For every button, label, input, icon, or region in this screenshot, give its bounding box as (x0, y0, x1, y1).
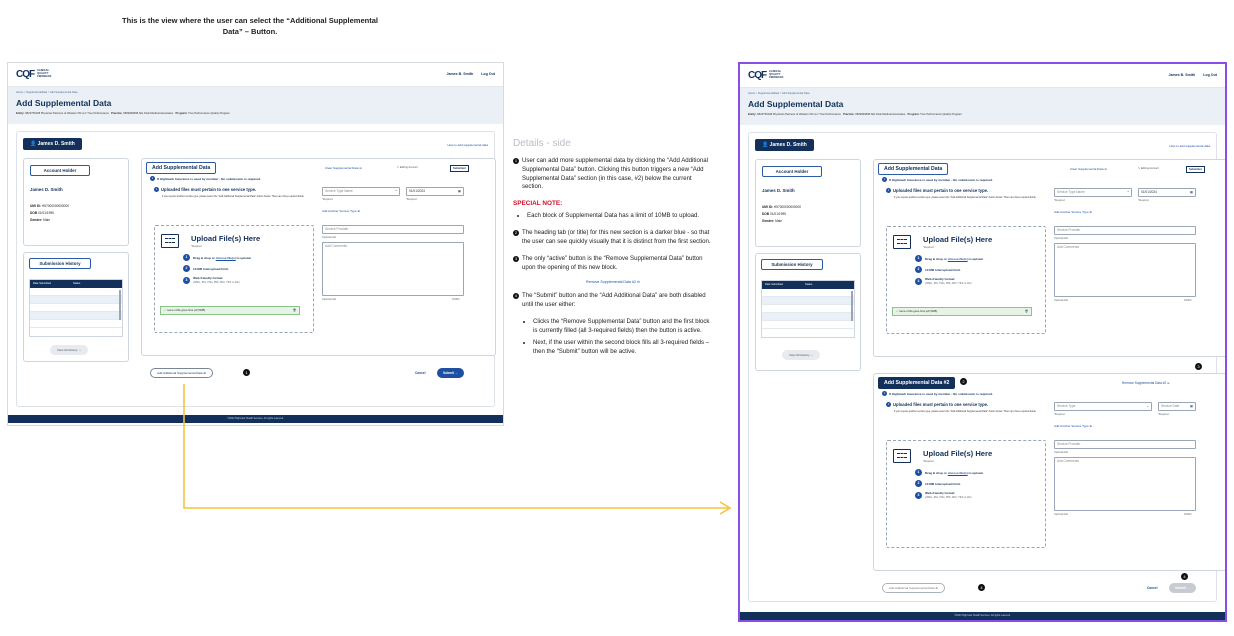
remove-link-label: Remove Supplemental Data #2 (1122, 381, 1167, 385)
submit-button[interactable]: Submit → (437, 368, 464, 378)
trash-icon[interactable]: 🗑 (1024, 310, 1028, 313)
one-service-text: Uploaded files must pertain to one service type. (893, 188, 989, 193)
service-type-required: *Required (1054, 199, 1065, 202)
special-note-bullet: • Each block of Supplemental Data has a limit of 10MB to upload. (527, 212, 713, 221)
step-2-text: 10 MB total upload limit. (925, 267, 961, 272)
info-icon: i (886, 402, 891, 407)
comments-placeholder: Add Comments (325, 244, 347, 248)
umi-row (762, 205, 801, 209)
special-note-list (527, 212, 713, 221)
upload-dropzone[interactable] (154, 225, 314, 333)
upload-doc-icon (893, 235, 911, 249)
entity-label: Entity: (748, 113, 757, 116)
dob-value: 01/01/1995 (769, 212, 786, 216)
info-icon: i (882, 177, 887, 182)
how-to-link[interactable]: How to add supplemental data (447, 143, 488, 147)
table-row (762, 321, 854, 329)
choose-files-link[interactable]: choose file(s) (947, 470, 968, 475)
char-count: 0/1800 (1184, 513, 1192, 516)
step-3-text: Web-friendly format: (193, 276, 224, 280)
service-type-select[interactable] (1054, 188, 1132, 197)
char-count: 0/1800 (1184, 299, 1192, 302)
service-type-select[interactable] (322, 187, 400, 196)
section-title: Add Supplemental Data (878, 163, 948, 175)
history-tab-label: Submission History (39, 261, 81, 266)
gender-row (762, 219, 782, 223)
user-name[interactable]: James B. Smith (1168, 73, 1196, 77)
upload-required: *Required (923, 246, 934, 249)
service-provider-field[interactable] (322, 225, 464, 234)
edit-link-label: Editing Account (1140, 167, 1159, 170)
dob-row (762, 212, 786, 216)
info-icon: i (154, 187, 159, 192)
step-3-text: Web-friendly format: (925, 277, 956, 281)
note-2-badge: 2 (514, 230, 518, 236)
note-4-badge: 4 (514, 293, 518, 299)
view-history-button[interactable]: View All History → (50, 345, 88, 355)
step-1-suffix: to upload. (968, 470, 984, 475)
umi-value: H57000000000000 (41, 204, 69, 208)
logo-text: CLINICAL QUALITY FEEDBACK (769, 70, 784, 79)
service-date-value: 01/01/2024 (1141, 190, 1157, 194)
account-holder-tab[interactable] (762, 166, 822, 177)
service-provider-placeholder: Service Provider (325, 227, 349, 231)
entity-value: 0823759108 Physician Partners of Western PA LLC True Performance (757, 113, 841, 116)
service-type-select[interactable] (1054, 402, 1152, 411)
submitted-badge: Submitted (1186, 166, 1205, 173)
step-1-prefix: Drag & drop or (925, 470, 947, 475)
service-date-value: 01/01/2024 (409, 189, 425, 193)
step-1-suffix: to upload. (236, 255, 252, 260)
history-table (29, 279, 123, 337)
gender-label: Gender: (762, 219, 775, 223)
step-1-prefix: Drag & drop or (193, 255, 215, 260)
logo-text: CLINICAL QUALITY FEEDBACK (37, 69, 52, 78)
edit-link[interactable]: ✎ Editing Account (1138, 167, 1159, 170)
one-service-box (886, 402, 1046, 413)
service-type-value: Service Type Name (325, 189, 353, 193)
page-title: Add Supplemental Data (16, 98, 112, 108)
table-row (762, 289, 854, 297)
service-date-required: *Required (406, 198, 417, 201)
comments-field[interactable] (322, 242, 464, 296)
entity-meta (748, 113, 1217, 116)
one-service-box (886, 188, 1046, 199)
logo (748, 70, 791, 81)
highmark-note (150, 176, 261, 181)
service-provider-placeholder: Service Provider (1057, 228, 1081, 232)
service-date-placeholder: Service Date (1161, 404, 1180, 408)
gender-value: Male (775, 219, 783, 223)
service-provider-optional: Optional field (1054, 237, 1068, 240)
service-date-field[interactable] (1138, 188, 1196, 197)
program-value: True Performance Quality Program (920, 113, 962, 116)
add-service-type-label: Add Another Service Type (322, 209, 357, 213)
callout-2: 2 (960, 378, 967, 385)
cancel-button[interactable]: Cancel (1147, 586, 1158, 590)
one-service-text: Uploaded files must pertain to one service type. (161, 187, 257, 192)
note-1-badge: 1 (514, 158, 518, 163)
service-provider-optional: Optional field (322, 236, 336, 239)
clear-link[interactable]: Clear Supplemental Data ⊖ (325, 166, 362, 170)
user-menu (1168, 73, 1217, 77)
history-col-date: Date Submitted (765, 283, 783, 286)
upload-steps (915, 469, 983, 503)
history-col-status: Status (805, 283, 813, 286)
step-3-text: Web-friendly format: (925, 491, 956, 495)
calendar-icon: ▦ (1189, 404, 1193, 408)
program-value: True Performance Quality Program (188, 112, 230, 115)
table-row (762, 305, 854, 313)
edit-link[interactable]: ✎ Editing Account (397, 166, 418, 169)
step-2 (183, 265, 251, 272)
info-icon: i (886, 188, 891, 193)
upload-dropzone[interactable] (886, 440, 1046, 548)
highmark-note-text: If Highmark Insurance is used by member - No submission is required. (157, 176, 261, 181)
app-header (8, 63, 503, 87)
patient-button[interactable] (755, 139, 814, 151)
upload-doc-icon (893, 449, 911, 463)
upload-doc-icon (161, 234, 179, 248)
history-col-status: Status (73, 282, 81, 285)
main-panel (16, 131, 495, 407)
history-tab[interactable] (29, 258, 91, 269)
service-provider-field[interactable] (1054, 440, 1196, 449)
dob-label: DOB (762, 212, 770, 216)
patient-button-label: James D. Smith (37, 141, 75, 147)
patient-name: James D. Smith (30, 187, 63, 192)
step-3 (183, 276, 251, 284)
add-service-type-link[interactable]: Add Another Service Type ⊕ (1054, 424, 1092, 428)
highmark-note-text: If Highmark Insurance is used by member - No submission is required. (889, 391, 993, 396)
submit-label: Submit (443, 371, 454, 375)
check-icon: ✓ (164, 309, 167, 312)
comments-optional: Optional field (322, 298, 336, 301)
step-1-number: 1 (915, 255, 922, 262)
entity-meta (16, 112, 495, 115)
remove-link[interactable]: Remove Supplemental Data #2 ⊖ (1122, 381, 1170, 385)
table-row (762, 297, 854, 305)
add-additional-label: Add Additional Supplemental Data (157, 371, 203, 375)
one-service-detail: If you require another service type, please select the "Add Additional Supplemental Data" button below. There are three required fields. (894, 196, 1037, 199)
trash-icon[interactable]: 🗑 (292, 309, 296, 312)
info-icon: i (882, 391, 887, 396)
view-history-label: View All History (57, 348, 78, 352)
one-service-title (886, 188, 1046, 193)
clear-link[interactable]: Clear Supplemental Data ⊖ (1070, 167, 1107, 171)
history-table (761, 280, 855, 338)
how-to-link[interactable]: How to add supplemental data (1169, 144, 1210, 148)
notes-heading: Details - side (513, 138, 571, 149)
uploaded-file-chip (892, 307, 1032, 316)
entity-value: 0823759108 Physician Partners of Western PA LLC True Performance (25, 112, 109, 115)
service-provider-optional: Optional field (1054, 451, 1068, 454)
table-row (30, 320, 122, 328)
umi-label: UMI ID: (30, 204, 41, 208)
supplemental-card (141, 158, 496, 356)
chevron-up-icon: ^ (395, 189, 397, 193)
scrollbar[interactable] (851, 291, 853, 321)
gender-label: Gender: (30, 218, 43, 222)
service-date-required: *Required (1158, 413, 1169, 416)
upload-steps (915, 255, 983, 289)
umi-row (30, 204, 69, 208)
step-2 (915, 480, 983, 487)
service-date-field[interactable] (1158, 402, 1196, 411)
user-menu (446, 72, 495, 76)
choose-files-link[interactable]: choose file(s) (215, 255, 236, 260)
history-card (23, 252, 129, 362)
person-icon: 👤 (30, 141, 38, 147)
breadcrumb[interactable]: Home > SupplementalData > Add Supplemental Data (16, 91, 78, 94)
note-4-bullet-1: • Clicks the “Remove Supplemental Data” button and the first block is currently filled (all 3-required fields) then the button is active. (533, 318, 713, 336)
history-col-date: Date Submitted (33, 282, 51, 285)
step-2 (915, 266, 983, 273)
dob-value: 01/01/1995 (37, 211, 54, 215)
comments-optional: Optional field (1054, 513, 1068, 516)
account-holder-label: Account Holder (775, 169, 809, 174)
history-header (30, 280, 122, 288)
upload-dropzone[interactable] (886, 226, 1046, 334)
note-3-text: The only “active” button is the “Remove Supplemental Data” button upon the opening of this new block. (522, 254, 703, 271)
gender-value: Male (43, 218, 51, 222)
logout-link[interactable]: Log Out (1203, 73, 1217, 77)
note-2 (513, 229, 713, 247)
page-header (740, 88, 1225, 125)
practice-label: Practice: (843, 113, 855, 116)
caption: This is the view where the user can select the “Additional Supplemental Data” – Button. (122, 16, 378, 36)
view-history-label: View All History (789, 353, 810, 357)
note-1-text: User can add more supplemental data by clicking the “Add Additional Supplemental Data” button. Clicking this button triggers a new “Add Supplemental Data” section (in this case, #2) below the current section. (522, 157, 708, 191)
check-icon: ✓ (896, 310, 899, 313)
choose-files-link[interactable]: choose file(s) (947, 256, 968, 261)
section-2-title: Add Supplemental Data #2 (878, 377, 955, 389)
app-header (740, 64, 1225, 88)
calendar-icon: ▦ (457, 189, 461, 193)
step-1 (915, 255, 983, 262)
callout-3: 3 (1195, 363, 1202, 370)
chevron-down-icon: ⌄ (1146, 404, 1149, 408)
add-additional-button[interactable]: Add Additional Supplemental Data ⊕ (150, 368, 213, 378)
footer: ©2024 Highmark Health Services. All rights reserved. (740, 612, 1225, 620)
comments-placeholder: Add Comments (1057, 459, 1079, 463)
step-1 (183, 254, 251, 261)
step-2-number: 2 (183, 265, 190, 272)
logo-mark: CQF (748, 70, 767, 81)
upload-title: Upload File(s) Here (923, 449, 993, 458)
dob-label: DOB (30, 211, 38, 215)
gender-row (30, 218, 50, 222)
practice-value: 0829990808 Alle Kiski Medical Associates (123, 112, 174, 115)
upload-title: Upload File(s) Here (191, 234, 261, 243)
char-count: 0/1800 (452, 298, 460, 301)
callout-4: 4 (978, 584, 985, 591)
step-3-detail: (JPEG, JPG, PNG, PDF, DOC, TIFF or GIF) (925, 496, 972, 499)
one-service-title (154, 187, 314, 192)
breadcrumb[interactable]: Home > SupplementalData > Add Supplemental Data (748, 92, 810, 95)
service-date-field[interactable] (406, 187, 464, 196)
note-2-text: The heading tab (or title) for this new section is a darker blue - so that the user can see quickly visually that it is distinct from the first section. (522, 229, 711, 245)
entity-label: Entity: (16, 112, 25, 115)
program-label: Program: (175, 112, 188, 115)
practice-label: Practice: (111, 112, 123, 115)
uploaded-file-name: name-of-file-goes-here.pdf (6MB) (166, 309, 206, 312)
step-3 (915, 491, 983, 499)
program-label: Program: (907, 113, 920, 116)
page-header (8, 87, 503, 124)
footer: ©2024 Highmark Health Services. All rights reserved. (8, 415, 503, 423)
scrollbar[interactable] (119, 290, 121, 320)
view-history-button[interactable]: View All History → (782, 350, 820, 360)
patient-name: James D. Smith (762, 188, 795, 193)
main-panel (748, 132, 1217, 602)
step-1-suffix: to upload. (968, 256, 984, 261)
uploaded-file-name: name-of-file-goes-here.pdf (6MB) (898, 310, 938, 313)
step-1-number: 1 (183, 254, 190, 261)
user-name[interactable]: James B. Smith (446, 72, 474, 76)
logo (16, 69, 59, 80)
supplemental-card (873, 159, 1227, 357)
table-row (30, 288, 122, 296)
account-card (755, 159, 861, 247)
left-screen (7, 62, 504, 426)
step-2-text: 10 MB total upload limit. (193, 266, 229, 271)
submitted-badge: Submitted (450, 165, 469, 172)
add-additional-label: Add Additional Supplemental Data (889, 586, 935, 590)
table-row (30, 304, 122, 312)
supplemental-card-2 (873, 373, 1227, 571)
chevron-up-icon: ^ (1127, 190, 1129, 194)
upload-steps (183, 254, 251, 288)
uploaded-file-chip (160, 306, 300, 315)
note-4-text: The “Submit” button and the “Add Additional Data” are both disabled until the user either: (522, 292, 706, 309)
step-1-number: 1 (915, 469, 922, 476)
upload-title: Upload File(s) Here (923, 235, 993, 244)
logout-link[interactable]: Log Out (481, 72, 495, 76)
note-4-list (533, 318, 713, 356)
service-type-required: *Required (1054, 413, 1065, 416)
person-icon: 👤 (762, 142, 770, 148)
step-1 (915, 469, 983, 476)
one-service-title (886, 402, 1046, 407)
history-tab-label: Submission History (771, 262, 813, 267)
step-2-text: 10 MB total upload limit. (925, 481, 961, 486)
account-holder-tab[interactable] (30, 165, 90, 176)
notes-remove-link-label: Remove Supplemental Data #2 (586, 280, 636, 285)
add-service-type-label: Add Another Service Type (1054, 210, 1089, 214)
comments-optional: Optional field (1054, 299, 1068, 302)
service-type-value: Service Type Name (1057, 190, 1085, 194)
upload-required: *Required (191, 245, 202, 248)
one-service-detail: If you require another service type, please select the "Add Additional Supplemental Data" button below. There are three required fields. (162, 195, 305, 198)
practice-value: 0829990808 Alle Kiski Medical Associates (855, 113, 906, 116)
patient-button-label: James D. Smith (769, 142, 807, 148)
upload-required: *Required (923, 460, 934, 463)
right-screen (738, 62, 1227, 622)
highmark-note-text: If Highmark Insurance is used by member - No submission is required. (889, 177, 993, 182)
service-date-required: *Required (1138, 199, 1149, 202)
history-tab[interactable] (761, 259, 823, 270)
account-holder-label: Account Holder (43, 168, 77, 173)
edit-link-label: Editing Account (399, 166, 418, 169)
add-service-type-label: Add Another Service Type (1054, 424, 1089, 428)
highmark-note (882, 177, 993, 182)
highmark-note (882, 391, 993, 396)
history-header (762, 281, 854, 289)
note-3 (513, 255, 713, 273)
account-card (23, 158, 129, 246)
service-type-required: *Required (322, 198, 333, 201)
note-4-bullet-2: • Next, if the user within the second block fills all 3-required fields – then the “Submit” button will be active. (533, 339, 713, 357)
logo-mark: CQF (16, 69, 35, 80)
note-4 (513, 292, 713, 310)
patient-button[interactable] (23, 138, 82, 150)
notes-panel (513, 138, 713, 364)
callout-1: 1 (243, 369, 250, 376)
table-row (762, 313, 854, 321)
step-3-number: 3 (915, 492, 922, 499)
submit-button-disabled[interactable]: Submit → (1169, 583, 1196, 593)
step-3-detail: (JPEG, JPG, PNG, PDF, DOC, TIFF or GIF) (925, 282, 972, 285)
comments-field[interactable] (1054, 243, 1196, 297)
add-additional-button[interactable]: Add Additional Supplemental Data ⊕ (882, 583, 945, 593)
comments-field[interactable] (1054, 457, 1196, 511)
step-1-prefix: Drag & drop or (925, 256, 947, 261)
table-row (30, 312, 122, 320)
one-service-detail: If you require another service type, please select the "Add Additional Supplemental Data" button below. There are three required fields. (894, 410, 1037, 413)
special-note-heading: SPECIAL NOTE: (513, 200, 563, 208)
cancel-button[interactable]: Cancel (415, 371, 426, 375)
flow-arrow (180, 380, 740, 520)
add-service-type-link[interactable]: Add Another Service Type ⊕ (322, 209, 360, 213)
history-card (755, 253, 861, 371)
callout-4b: 4 (1181, 573, 1188, 580)
comments-placeholder: Add Comments (1057, 245, 1079, 249)
section-title: Add Supplemental Data (146, 162, 216, 174)
step-2-number: 2 (915, 266, 922, 273)
table-row (30, 296, 122, 304)
notes-remove-link: Remove Supplemental Data #2 ⊖ (586, 280, 640, 285)
one-service-box (154, 187, 314, 198)
step-2-number: 2 (915, 480, 922, 487)
step-3 (915, 277, 983, 285)
step-3-detail: (JPEG, JPG, PNG, PDF, DOC, TIFF or GIF) (193, 281, 240, 284)
add-service-type-link[interactable]: Add Another Service Type ⊕ (1054, 210, 1092, 214)
service-type-value: Service Type (1057, 404, 1076, 408)
note-1 (513, 157, 713, 192)
step-3-number: 3 (183, 277, 190, 284)
clear-link-label: Clear Supplemental Data (325, 166, 359, 170)
one-service-text: Uploaded files must pertain to one service type. (893, 402, 989, 407)
clear-link-label: Clear Supplemental Data (1070, 167, 1104, 171)
calendar-icon: ▦ (1189, 190, 1193, 194)
note-3-badge: 3 (514, 255, 518, 261)
umi-value: H57000000000000 (773, 205, 801, 209)
page-title: Add Supplemental Data (748, 99, 844, 109)
service-provider-placeholder: Service Provider (1057, 442, 1081, 446)
dob-row (30, 211, 54, 215)
umi-label: UMI ID: (762, 205, 773, 209)
step-3-number: 3 (915, 278, 922, 285)
info-icon: i (150, 176, 155, 181)
service-provider-field[interactable] (1054, 226, 1196, 235)
submit-label: Submit (1175, 586, 1186, 590)
